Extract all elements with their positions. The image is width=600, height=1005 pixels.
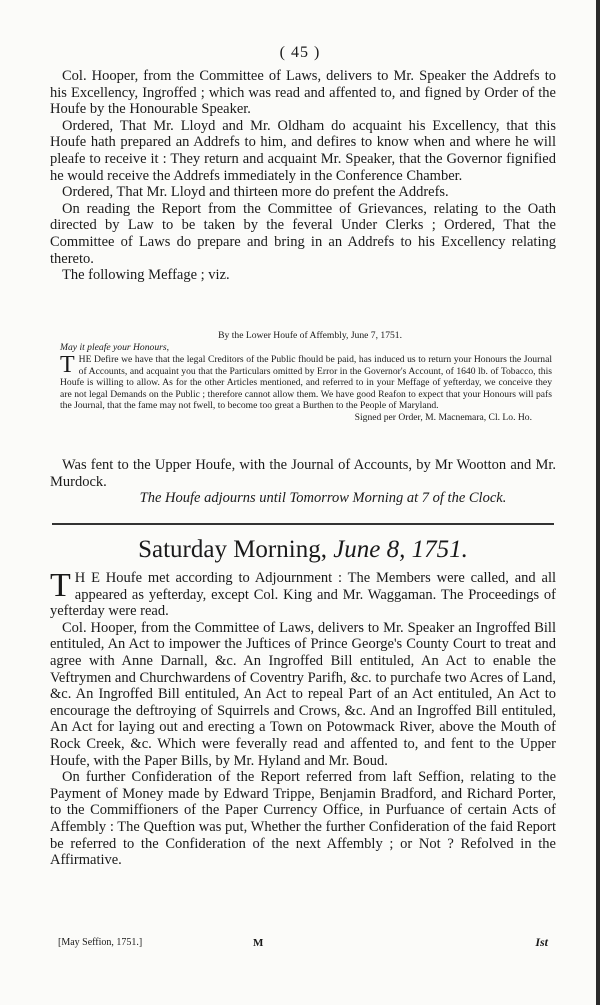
paragraph-house-met — [50, 567, 556, 620]
paragraph-grievances-report: On reading the Report from the Committee of Grievances, relating to the Oath directed by Law to be taken by the feveral Under Clerks ; Ordered, That the Committee of Laws do prepare and bring in an Addrefs to his Excellency relating thereto. — [50, 200, 556, 267]
paragraph-hooper-address: Col. Hooper, from the Committee of Laws, delivers to Mr. Speaker the Addrefs to his Excellency, Ingroffed ; which was read and affented to, and figned by Order of the Houfe by the Honourable Speaker. — [50, 68, 556, 118]
section-heading — [50, 535, 556, 565]
paragraph-sent-upper-house: Was fent to the Upper Houfe, with the Journal of Accounts, by Mr Wootton and Mr. Murdock. — [50, 457, 556, 490]
message-body-text: HE Defire we have that the legal Creditors of the Public fhould be paid, has induced us to return your Honours the Journal of Accounts, and acquaint you that the Particulars omitted by Error in the Governor's Account, of 1640 lb. of Tobacco, this Houfe is willing to allow. As for the other Articles mentioned, and referred to in your Meffage of yefterday, we conceive they are not legal Demands on the Public ; therefore cannot allow them. We have good Reafon to expect that your Honours will pafs the Journal, that the fame may not fwell, to become too great a Burthen to the People of Maryland. — [60, 354, 552, 411]
paragraph-house-met-text: H E Houfe met according to Adjournment : The Members were called, and all appeared as yefterday, except Col. King and Mr. Waggaman. The Proceedings of yefterday were read. — [50, 570, 556, 620]
section-heading-date: June 8, 1751. — [333, 536, 468, 563]
message-salutation: May it pleafe your Honours, — [60, 341, 169, 353]
message-dropcap: T — [60, 352, 75, 378]
message-header: By the Lower Houfe of Affembly, June 7, 1751. — [218, 330, 402, 341]
page-number: ( 45 ) — [279, 44, 321, 61]
message-body — [60, 354, 552, 412]
top-text-block — [50, 68, 556, 284]
footer-signature-mark: M — [253, 937, 264, 949]
dropcap-t: T — [50, 567, 71, 604]
message-signature: Signed per Order, M. Macnemara, Cl. Lo. Ho. — [354, 411, 532, 423]
section-heading-day: Saturday Morning, — [138, 536, 327, 563]
message-block — [60, 330, 552, 423]
mid-text-block — [50, 457, 556, 507]
footer-catchword: Ist — [535, 935, 548, 949]
footer-session-note: [May Seffion, 1751.] — [58, 937, 143, 948]
adjournment-line: The Houfe adjourns until Tomorrow Morning at 7 of the Clock. — [139, 490, 507, 507]
paragraph-following-message: The following Meffage ; viz. — [62, 267, 230, 284]
paragraph-ordered-present: Ordered, That Mr. Lloyd and thirteen more do prefent the Addrefs. — [62, 184, 449, 201]
section-divider — [52, 523, 554, 525]
paragraph-ordered-acquaint: Ordered, That Mr. Lloyd and Mr. Oldham do acquaint his Excellency, that this Houfe hath prepared an Addrefs to him, and defires to know when and where he will pleafe to receive it : They return and acquaint Mr. Speaker, that the Governor fignified he would receive the Addrefs immediately in the Conference Chamber. — [50, 117, 556, 184]
paragraph-further-consideration: On further Confideration of the Report referred from laft Seffion, relating to the Payment of Money made by Edward Trippe, Benjamin Bradford, and Richard Porter, to the Commiffioners of the Paper Currency Office, in Purfuance of certain Acts of Affembly : The Queftion was put, Whether the further Confideration of the faid Report be referred to the Confideration of the next Affembly ; or Not ? Refolved in the Affirmative. — [50, 769, 556, 869]
paragraph-ingrossed-bills: Col. Hooper, from the Committee of Laws, delivers to Mr. Speaker an Ingroffed Bill entituled, An Act to impower the Juftices of Prince George's County Court to treat and agree with Anne Darnall, &c. An Ingroffed Bill entituled, An Act to enable the Veftrymen and Churchwardens of Coventry Parifh, &c. to purchafe two Acres of Land, &c. An Ingroffed Bill entituled, An Act to repeal Part of an Act entituled, An Act to encourage the deftroying of Squirrels and Crows, &c. And an Ingroffed Bill entituled, An Act for laying out and erecting a Town on Potowmack River, above the Mouth of Rock Creek, &c. Which were feverally read and affented to, and fent to the Upper Houfe, with the Paper Bills, by Mr. Hyland and Mr. Boud. — [50, 619, 556, 769]
saturday-text-block — [50, 567, 556, 869]
